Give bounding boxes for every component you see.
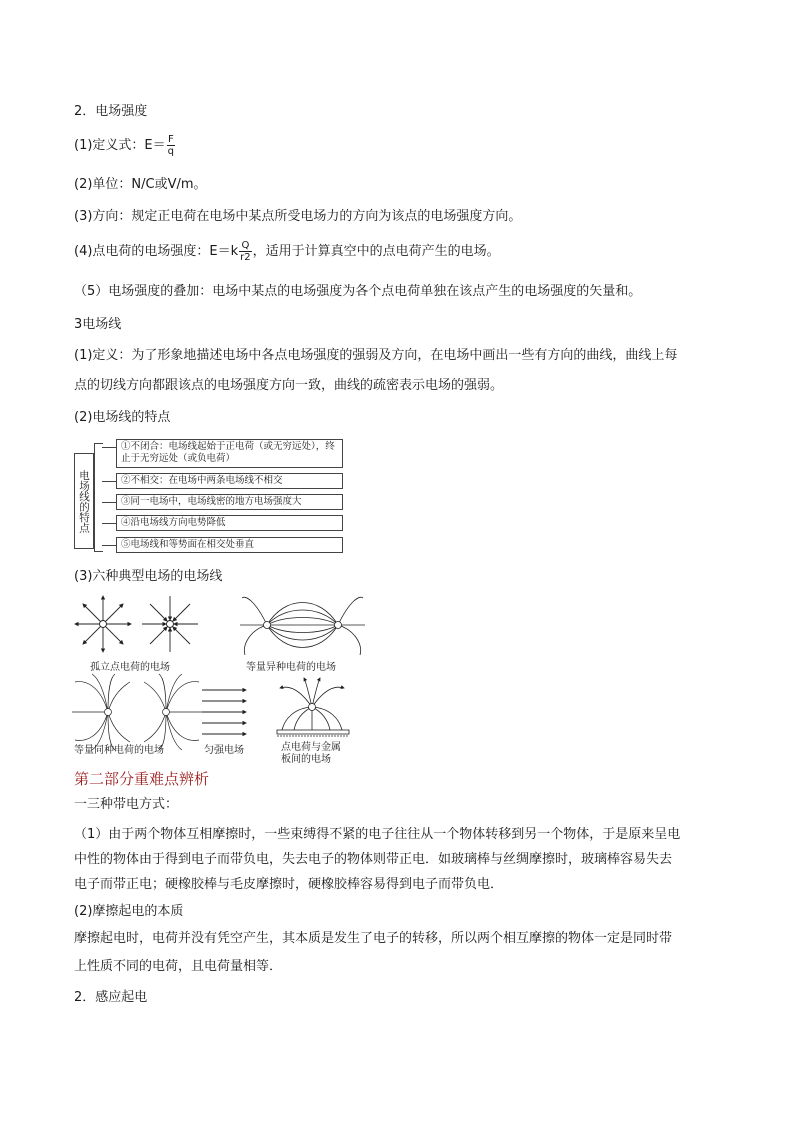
connector — [102, 523, 116, 524]
unit-line: (2)单位：N/C或V/m。 — [74, 177, 207, 192]
charging-methods-title: 一三种带电方式： — [74, 797, 179, 812]
uniform-field — [202, 690, 246, 734]
features-bracket — [94, 443, 103, 552]
electric-field-diagrams — [70, 590, 370, 760]
formula-prefix: (1)定义式：E＝ — [74, 138, 166, 153]
connector — [102, 481, 116, 482]
formula-suffix: ，适用于计算真空中的点电荷产生的电场。 — [252, 244, 500, 259]
connector — [102, 545, 116, 546]
definition-line-2: 点的切线方向都跟该点的电场强度方向一致，曲线的疏密表示电场的强弱。 — [74, 378, 504, 393]
friction-essence-para-2: 上性质不同的电荷，且电荷量相等． — [74, 959, 283, 974]
section-title-field-strength: 2．电场强度 — [74, 104, 148, 119]
formula-prefix: (4)点电荷的电场强度：E＝k — [74, 244, 239, 259]
like-charges-field — [72, 674, 202, 750]
induction-heading: 2．感应起电 — [74, 990, 148, 1005]
field-line-features-diagram — [74, 437, 346, 557]
fraction-numerator: F — [167, 134, 174, 145]
fraction-f-over-q — [167, 134, 175, 157]
friction-para-3: 电子而带正电；硬橡胶棒与毛皮摩擦时，硬橡胶棒容易得到电子而带负电． — [74, 877, 504, 892]
feature-item: ②不相交：在电场中两条电场线不相交 — [116, 473, 343, 489]
positive-point-charge-field — [75, 596, 131, 652]
feature-item: ④沿电场线方向电势降低 — [116, 515, 343, 531]
superposition-line: （5）电场强度的叠加：电场中某点的电场强度为各个点电荷单独在该点产生的电场强度的矢量和。 — [74, 284, 642, 299]
definition-line-1: (1)定义：为了形象地描述电场中各点电场强度的强弱及方向，在电场中画出一些有方向的曲线，曲线上每 — [74, 348, 678, 363]
feature-item: ①不闭合：电场线起始于正电荷（或无穷远处），终止于无穷远处（或负电荷） — [116, 439, 343, 468]
caption-charge-plate-2: 板间的电场 — [281, 754, 331, 765]
friction-para-1: （1）由于两个物体互相摩擦时，一些束缚得不紧的电子往往从一个物体转移到另一个物体，于是原来呈电 — [74, 827, 681, 842]
friction-para-2: 中性的物体由于得到电子而带负电，失去电子的物体则带正电．如玻璃棒与丝绸摩擦时，玻璃棒容易失去 — [74, 852, 673, 867]
fraction-denominator: r2 — [240, 252, 251, 263]
part-two-heading: 第二部分重难点辨析 — [74, 770, 210, 788]
fraction-numerator: Q — [239, 240, 251, 252]
caption-charge-plate-1: 点电荷与金属 — [281, 742, 341, 753]
caption-isolated-charge: 孤立点电荷的电场 — [90, 662, 170, 673]
feature-item: ⑤电场线和等势面在相交处垂直 — [116, 537, 343, 553]
connector — [102, 502, 116, 503]
caption-uniform-field: 匀强电场 — [204, 745, 244, 756]
feature-item: ③同一电场中，电场线密的地方电场强度大 — [116, 494, 343, 510]
friction-essence-heading: (2)摩擦起电的本质 — [74, 904, 184, 919]
fraction-q-over-r2 — [239, 240, 251, 263]
caption-like-charges: 等量同种电荷的电场 — [74, 745, 164, 756]
direction-line: (3)方向：规定正电荷在电场中某点所受电场力的方向为该点的电场强度方向。 — [74, 209, 522, 224]
charge-and-plate-field — [277, 678, 349, 736]
negative-point-charge-field — [142, 596, 198, 652]
section-title-field-lines: 3电场线 — [74, 317, 122, 332]
definition-formula — [74, 134, 176, 157]
point-charge-formula — [74, 240, 500, 263]
opposite-charges-field — [240, 597, 365, 655]
connector — [102, 447, 116, 448]
features-heading: (2)电场线的特点 — [74, 410, 171, 425]
six-fields-heading: (3)六种典型电场的电场线 — [74, 569, 223, 584]
friction-essence-para-1: 摩擦起电时，电荷并没有凭空产生，其本质是发生了电子的转移，所以两个相互摩擦的物体一定是同时带 — [74, 931, 673, 946]
fraction-denominator: q — [167, 146, 174, 157]
caption-opposite-charges: 等量异种电荷的电场 — [246, 662, 336, 673]
features-label: 电场线的特点 — [74, 453, 94, 549]
